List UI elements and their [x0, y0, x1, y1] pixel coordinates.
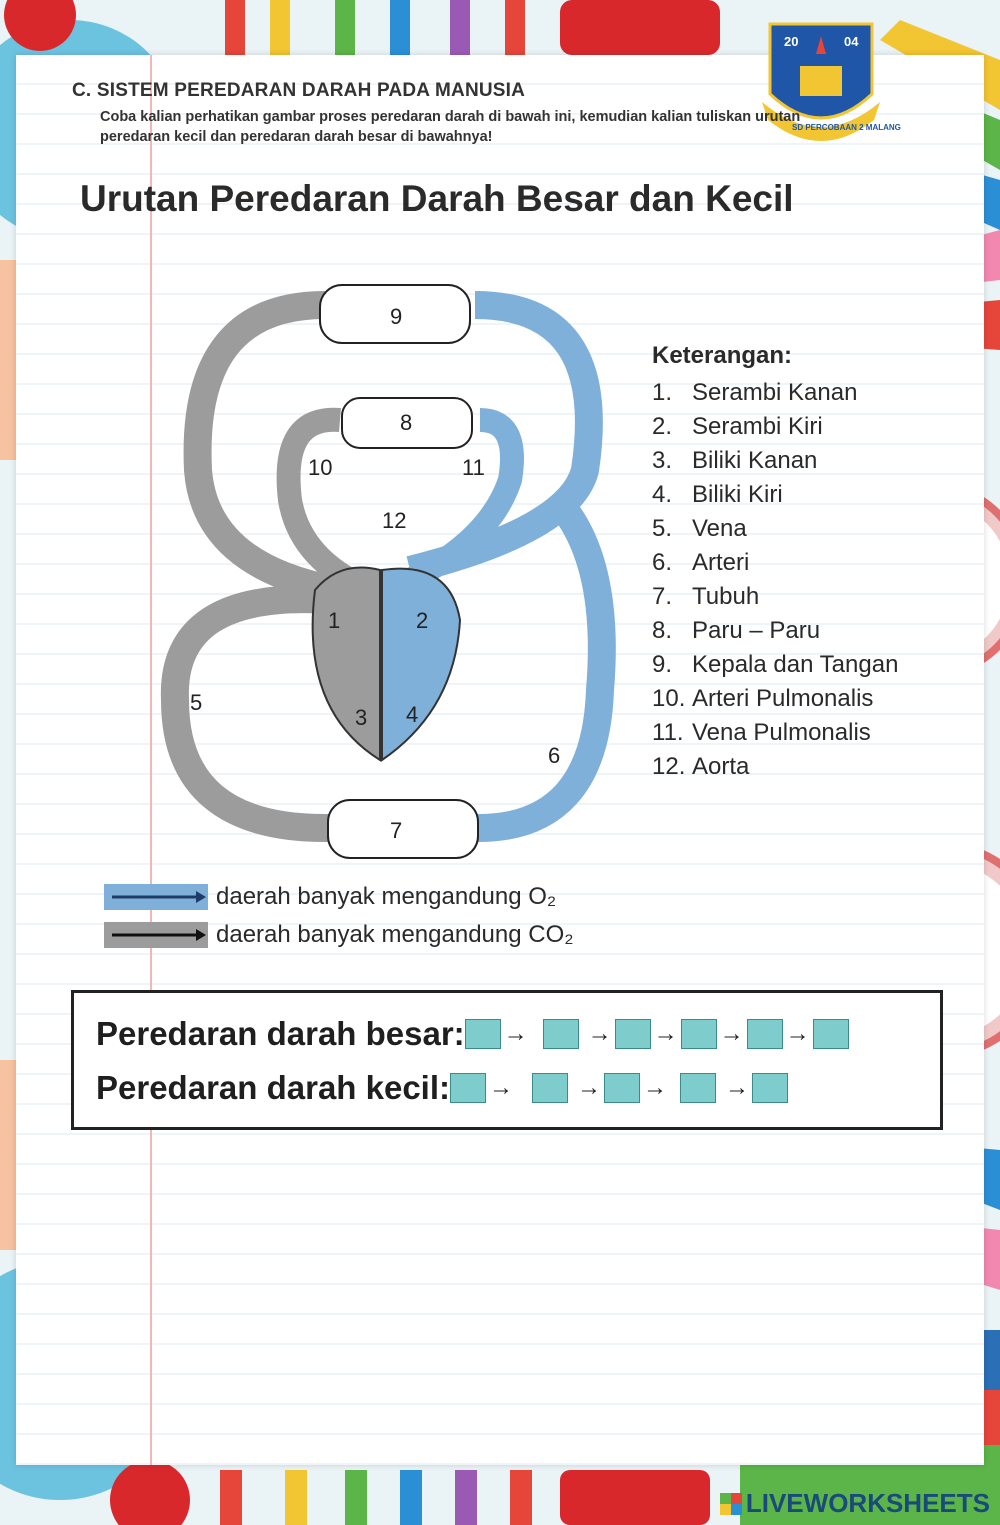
arrow-icon: →: [577, 1074, 602, 1101]
section-title: C. SISTEM PEREDARAN DARAH PADA MANUSIA: [72, 80, 526, 101]
abacus-top: [225, 0, 525, 55]
organ-box-7: [328, 800, 478, 858]
heart: [313, 568, 380, 761]
legend-heading: Keterangan:: [652, 342, 793, 369]
drop-slot-kecil-2[interactable]: [532, 1073, 568, 1103]
legend-item: 2. Serambi Kiri: [652, 413, 823, 440]
legend-item: 8. Paru – Paru: [652, 617, 821, 644]
legend-item: 1. Serambi Kanan: [652, 379, 858, 406]
logo-year-right: 04: [844, 34, 859, 49]
arrow-icon: →: [587, 1020, 612, 1047]
drop-slot-besar-1[interactable]: [465, 1019, 501, 1049]
legend-item: 6. Arteri: [652, 549, 750, 576]
drop-slot-besar-4[interactable]: [681, 1019, 717, 1049]
co2-vessels: [175, 305, 370, 828]
instruction-text: Coba kalian perhatikan gambar proses peredaran darah di bawah ini, kemudian kalian tuliskan urutan peredaran kecil dan peredaran darah besar di bawahnya!: [100, 109, 801, 145]
liveworksheets-logo-icon: [720, 1493, 742, 1515]
arrow-icon: →: [503, 1020, 528, 1047]
logo-ribbon: SD PERCOBAAN 2 MALANG: [792, 123, 901, 132]
key-o2-swatch: [104, 884, 208, 910]
answer-row-besar: [96, 1015, 849, 1053]
legend-item: 4. Biliki Kiri: [652, 481, 783, 508]
legend-list: [652, 342, 898, 784]
label-7: 7: [390, 818, 403, 843]
answer-row-kecil: [96, 1069, 788, 1107]
legend-item: 11. Vena Pulmonalis: [652, 719, 871, 746]
label-3: 3: [355, 705, 368, 730]
legend-item: 10. Arteri Pulmonalis: [652, 685, 874, 712]
besar-label: Peredaran darah besar:: [96, 1015, 465, 1052]
main-title: Urutan Peredaran Darah Besar dan Kecil: [80, 178, 794, 219]
arrow-right-icon: [104, 922, 208, 948]
drop-slot-kecil-4[interactable]: [680, 1073, 716, 1103]
arrow-icon: →: [643, 1074, 668, 1101]
drop-slot-besar-6[interactable]: [813, 1019, 849, 1049]
drop-slot-kecil-5[interactable]: [752, 1073, 788, 1103]
key-o2-label: daerah banyak mengandung O₂: [216, 883, 557, 910]
school-bag: [560, 0, 720, 55]
label-12: 12: [382, 508, 407, 533]
legend-item: 3. Biliki Kanan: [652, 447, 818, 474]
liveworksheets-brand[interactable]: [720, 1488, 990, 1519]
drop-slot-besar-2[interactable]: [543, 1019, 579, 1049]
label-9: 9: [390, 304, 403, 329]
label-11: 11: [462, 455, 485, 480]
drop-slot-besar-3[interactable]: [615, 1019, 651, 1049]
drop-slot-kecil-3[interactable]: [604, 1073, 640, 1103]
arrow-icon: →: [719, 1020, 744, 1047]
label-10: 10: [308, 455, 333, 480]
kecil-label: Peredaran darah kecil:: [96, 1069, 451, 1106]
arrow-icon: →: [653, 1020, 678, 1047]
arrow-icon: →: [489, 1074, 514, 1101]
o2-vessels: [410, 305, 602, 828]
arrow-right-icon: [104, 884, 208, 910]
legend-item: 12. Aorta: [652, 753, 750, 780]
legend-item: 5. Vena: [652, 515, 747, 542]
answer-box: [71, 990, 943, 1130]
arrow-icon: →: [725, 1074, 750, 1101]
legend-item: 9. Kepala dan Tangan: [652, 651, 899, 678]
label-8: 8: [400, 410, 413, 435]
drop-slot-besar-5[interactable]: [747, 1019, 783, 1049]
label-6: 6: [548, 743, 561, 768]
key-co2-swatch: [104, 922, 208, 948]
brand-text: LIVEWORKSHEETS: [745, 1488, 990, 1518]
label-2: 2: [416, 608, 429, 633]
logo-year-left: 20: [784, 34, 799, 49]
drop-slot-kecil-1[interactable]: [450, 1073, 486, 1103]
key-co2: [104, 920, 574, 950]
key-co2-label: daerah banyak mengandung CO₂: [216, 921, 574, 948]
label-1: 1: [328, 608, 341, 633]
circulation-diagram: [150, 270, 630, 870]
legend-item: 7. Tubuh: [652, 583, 760, 610]
key-o2: [104, 882, 556, 912]
label-5: 5: [190, 690, 203, 715]
arrow-icon: →: [785, 1020, 810, 1047]
label-4: 4: [406, 702, 419, 727]
